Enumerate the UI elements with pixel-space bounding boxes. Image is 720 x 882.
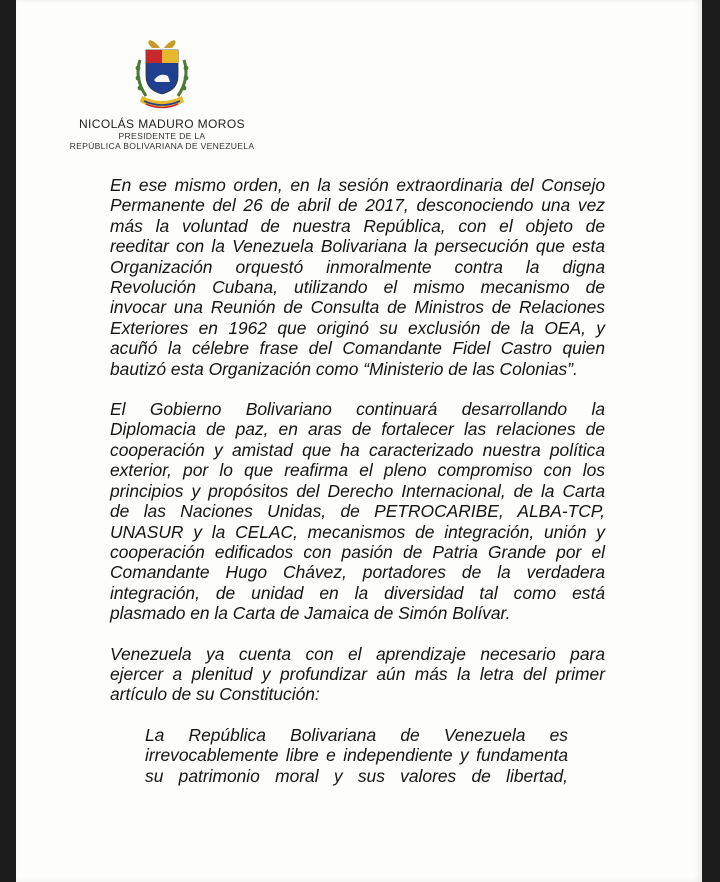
text-line: acuñó la célebre frase del Comandante Fidel Castro quien: [110, 338, 605, 359]
text-line: Diplomacia de paz, en aras de fortalecer las relaciones de: [110, 419, 605, 440]
president-title-line1: PRESIDENTE DE LA: [118, 131, 206, 141]
paragraph-3: [110, 644, 605, 705]
text-line: integración, de unidad en la diversidad tal como está: [110, 582, 605, 603]
text-line: El Gobierno Bolivariano continuará desarrollando la: [110, 399, 605, 420]
text-line: Comandante Hugo Chávez, portadores de la verdadera: [110, 562, 605, 583]
letter-body: [110, 175, 605, 786]
document-page: [16, 0, 702, 882]
text-line: Revolución Cubana, utilizando el mismo mecanismo de: [110, 277, 605, 298]
constitution-quote: [145, 725, 568, 786]
president-name: NICOLÁS MADURO MOROS: [78, 117, 245, 131]
text-line: Organización orquestó inmoralmente contra la digna: [110, 256, 605, 277]
text-line: artículo de su Constitución:: [110, 684, 320, 705]
text-line: exterior, por lo que reafirma el pleno compromiso con los: [110, 460, 605, 481]
text-line: más la voluntad de nuestra República, con el objeto de: [110, 215, 605, 236]
text-line: de las Naciones Unidas, de PETROCARIBE, ALBA-TCP,: [110, 501, 605, 522]
text-line: su patrimonio moral y sus valores de libertad,: [145, 765, 568, 786]
text-line: principios y propósitos del Derecho Internacional, de la Carta: [110, 480, 605, 501]
president-title-line2: REPÚBLICA BOLIVARIANA DE VENEZUELA: [69, 141, 255, 151]
text-line: ejercer a plenitud y profundizar aún más la letra del primer: [110, 663, 605, 684]
text-line: invocar una Reunión de Consulta de Ministros de Relaciones: [110, 297, 605, 318]
text-line: Venezuela ya cuenta con el aprendizaje necesario para: [110, 643, 605, 664]
letterhead: [62, 40, 262, 151]
text-line: reeditar con la Venezuela Bolivariana la persecución que esta: [110, 236, 605, 257]
text-line: cooperación edificados con pasión de Patria Grande por el: [110, 541, 605, 562]
text-line: irrevocablemente libre e independiente y fundamenta: [145, 745, 568, 766]
text-line: Permanente del 26 de abril de 2017, desconociendo una vez: [110, 195, 605, 216]
text-line: plasmado en la Carta de Jamaica de Simón Bolívar.: [110, 603, 511, 624]
text-line: cooperación y amistad que ha caracterizado nuestra política: [110, 439, 605, 460]
paragraph-1: [110, 175, 605, 379]
text-line: En ese mismo orden, en la sesión extraordinaria del Consejo: [110, 175, 605, 195]
paragraph-2: [110, 399, 605, 623]
text-line: UNASUR y la CELAC, mecanismos de integración, unión y: [110, 521, 605, 542]
text-line: Exteriores en 1962 que originó su exclusión de la OEA, y: [110, 317, 605, 338]
text-line: bautizó esta Organización como “Ministerio de las Colonias”.: [110, 358, 578, 379]
coat-of-arms-icon: [130, 40, 194, 112]
text-line: La República Bolivariana de Venezuela es: [145, 724, 568, 745]
